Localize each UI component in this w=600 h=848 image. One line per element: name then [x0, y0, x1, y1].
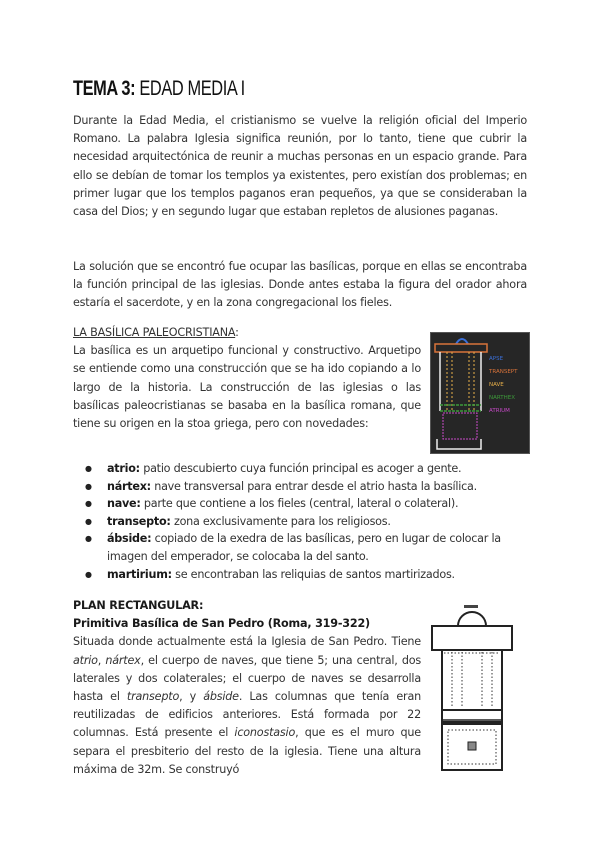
desc: parte que contiene a los fieles (central, lateral o colateral). — [140, 497, 459, 511]
basilica-plan-svg — [431, 333, 529, 453]
title-normal: EDAD MEDIA I — [139, 77, 245, 100]
intro-paragraph: Durante la Edad Media, el cristianismo se vuelve la religión oficial del Imperio Romano. La palabra Iglesia significa reunión, por lo tanto, tiene que cubrir la necesidad arquitectónica de reunir a muchas personas en un espacio grande. Para ello se debían de tomar los templos ya existentes, pero existían dos problemas; en primer lugar que los templos paganos eran pequeños, ya que se consideraban la casa del Dios; y en segundo lugar que estaban repletos de alusiones paganas. — [73, 114, 527, 219]
list-item — [85, 460, 535, 478]
term: ábside: — [107, 532, 152, 546]
desc: zona exclusivamente para los religiosos. — [170, 514, 391, 528]
basilica-heading-colon: : — [235, 326, 239, 339]
label-atrium: ATRIUM — [489, 408, 510, 414]
plan-subheading: Primitiva Basílica de San Pedro (Roma, 319-322) — [73, 617, 370, 631]
plan-paragraph: Situada donde actualmente está la Iglesia de San Pedro. Tiene atrio, nártex, el cuerpo de naves, que tiene 5; una central, dos laterales y dos colaterales; el cuerpo de naves se desarrolla hasta el transepto, y ábside. Las columnas que tenía eran reutilizadas de edificios anteriores. Está formada por 22 columnas. Está presente el iconostasio, que es el muro que separa el presbiterio del resto de la iglesia. Tiene una altura máxima de 32m. Se construyó — [73, 635, 422, 776]
plan-heading: PLAN RECTANGULAR: — [73, 599, 204, 612]
basilica-paragraph: La basílica es un arquetipo funcional y constructivo. Arquetipo se entiende como una construcción que se ha ido copiando a lo largo de la historia. La construcción de las iglesias o las basílicas paleocristianas se basaba en la basílica romana, que tiene su origen en la stoa griega, pero con novedades: — [73, 344, 421, 431]
desc: patio descubierto cuya función principal es acoger a gente. — [139, 462, 462, 475]
label-narthex: NARTHEX — [489, 395, 516, 401]
term: nártex: — [107, 479, 151, 493]
term: atrio: — [107, 462, 140, 475]
floor-plan-svg — [426, 600, 514, 775]
basilica-heading: LA BASÍLICA PALEOCRISTIANA — [73, 326, 236, 339]
list-item — [85, 530, 535, 565]
desc: nave transversal para entrar desde el atrio hasta la basílica. — [150, 479, 477, 493]
page-title — [73, 77, 245, 101]
term: transepto: — [107, 514, 171, 528]
basilica-section — [73, 324, 421, 433]
san-pedro-floor-plan — [426, 600, 514, 775]
term: martirium: — [107, 567, 172, 581]
solution-paragraph: La solución que se encontró fue ocupar las basílicas, porque en ellas se encontraba la función principal de las iglesias. Donde antes estaba la figura del orador ahora estaría el sacerdote, y en la zona congregacional los fieles. — [73, 260, 527, 310]
desc: copiado de la exedra de las basílicas, pero en lugar de colocar la imagen del emperador, se colocaba la del santo. — [107, 532, 501, 563]
label-transept: TRANSEPT — [489, 369, 518, 375]
plan-section — [73, 597, 421, 779]
list-item — [85, 495, 535, 513]
desc: se encontraban las reliquias de santos martirizados. — [171, 567, 455, 581]
basilica-plan-diagram — [430, 332, 530, 454]
label-apse: APSE — [489, 356, 504, 362]
title-bold: TEMA 3: — [73, 77, 136, 100]
list-item — [85, 566, 535, 584]
label-nave: NAVE — [489, 382, 504, 388]
basilica-parts-list — [85, 460, 535, 583]
term: nave: — [107, 497, 141, 511]
list-item — [85, 513, 535, 531]
list-item — [85, 478, 535, 496]
